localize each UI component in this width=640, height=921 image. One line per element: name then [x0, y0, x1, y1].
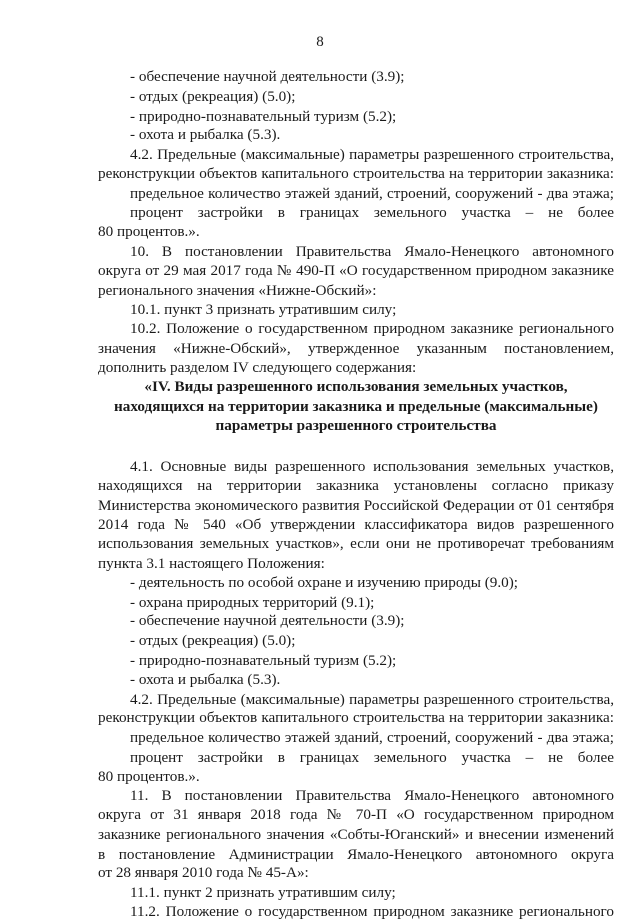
paragraph-line: 4.2. Предельные (максимальные) параметры разрешенного строительства, [130, 690, 614, 708]
paragraph-line: от 28 января 2010 года № 45-А»: [98, 864, 309, 882]
section-heading: «IV. Виды разрешенного использования земельных участков, [144, 378, 568, 396]
paragraph-line: в постановление Администрации Ямало-Ненецкого автономного округа [98, 845, 614, 863]
list-item: - деятельность по особой охране и изучению природы (9.0); [130, 573, 519, 591]
paragraph-line: 11. В постановлении Правительства Ямало-Ненецкого автономного [130, 787, 614, 805]
paragraph-line: регионального значения «Нижне-Обский»: [98, 281, 377, 299]
paragraph-line: 10. В постановлении Правительства Ямало-Ненецкого автономного [130, 242, 614, 260]
paragraph-line: 11.1. пункт 2 признать утратившим силу; [130, 884, 396, 902]
list-item: - отдых (рекреация) (5.0); [130, 87, 296, 105]
paragraph-line: пункта 3.1 настоящего Положения: [98, 555, 325, 573]
paragraph-line: 4.1. Основные виды разрешенного использования земельных участков, [130, 458, 614, 476]
paragraph-line: 10.2. Положение о государственном природном заказнике регионального [130, 320, 614, 337]
paragraph-line: реконструкции объектов капитального строительства на территории заказника: [98, 164, 614, 182]
paragraph-line: 2014 года № 540 «Об утверждении классификатора видов разрешенного [98, 515, 614, 533]
paragraph-line: процент застройки в границах земельного участка – не более [130, 748, 614, 766]
paragraph-line: процент застройки в границах земельного участка – не более [130, 204, 614, 222]
list-item: - охрана природных территорий (9.1); [130, 593, 375, 611]
list-item: - охота и рыбалка (5.3). [130, 126, 281, 144]
section-heading: находящихся на территории заказника и предельные (максимальные) [114, 398, 598, 416]
paragraph-line: реконструкции объектов капитального строительства на территории заказника: [98, 709, 614, 727]
list-item: - обеспечение научной деятельности (3.9); [130, 612, 405, 630]
list-item: - природно-познавательный туризм (5.2); [130, 107, 397, 125]
paragraph-line: значения «Нижне-Обский», утвержденное указанным постановлением, [98, 339, 614, 357]
list-item: - отдых (рекреация) (5.0); [130, 632, 296, 650]
list-item: - природно-познавательный туризм (5.2); [130, 651, 397, 669]
paragraph-line: округа от 31 января 2018 года № 70-П «О государственном природном [98, 806, 614, 824]
paragraph-line: 4.2. Предельные (максимальные) параметры разрешенного строительства, [130, 146, 614, 163]
list-item: - охота и рыбалка (5.3). [130, 670, 281, 688]
paragraph-line: заказнике регионального значения «Собты-Юганский» и внесении изменений [98, 825, 614, 843]
paragraph-line: дополнить разделом IV следующего содержания: [98, 358, 417, 376]
paragraph-line: использования земельных участков», если они не противоречат требованиям [98, 535, 614, 553]
section-heading: параметры разрешенного строительства [215, 416, 497, 434]
paragraph-line: предельное количество этажей зданий, строений, сооружений - два этажа; [130, 729, 614, 746]
list-item: - обеспечение научной деятельности (3.9); [130, 68, 405, 85]
paragraph-line: предельное количество этажей зданий, строений, сооружений - два этажа; [130, 184, 614, 202]
paragraph-line: 11.2. Положение о государственном природном заказнике регионального [130, 903, 614, 920]
paragraph-line: Министерства экономического развития Российской Федерации от 01 сентября [98, 496, 614, 514]
paragraph-line: округа от 29 мая 2017 года № 490-П «О государственном природном заказнике [98, 261, 614, 279]
paragraph-line: 80 процентов.». [98, 223, 200, 241]
paragraph-line: 80 процентов.». [98, 767, 200, 785]
page-number: 8 [316, 34, 324, 50]
paragraph-line: находящихся на территории заказника установлены согласно приказу [98, 477, 614, 494]
paragraph-line: 10.1. пункт 3 признать утратившим силу; [130, 301, 397, 319]
